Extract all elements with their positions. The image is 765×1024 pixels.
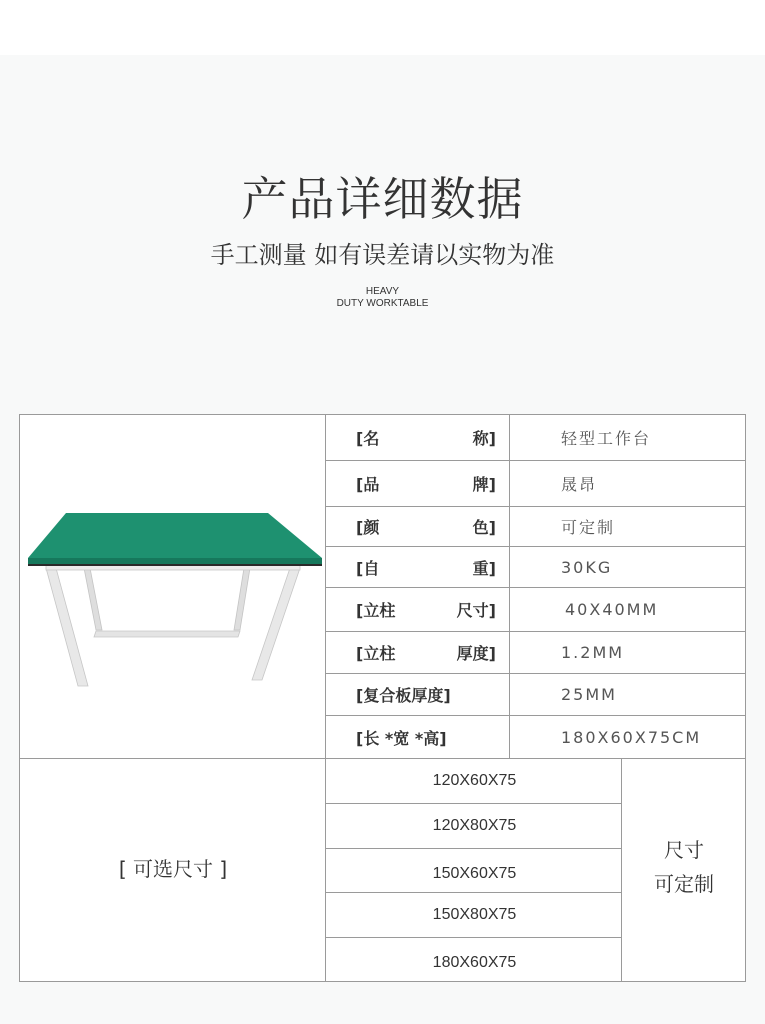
size-option: 150X60X75 — [432, 864, 517, 882]
spec-label-board-thickness — [356, 674, 496, 715]
spec-label-part: [品 — [356, 475, 380, 494]
spec-value-weight: 30KG — [561, 557, 613, 577]
spec-label-part: [立柱 — [356, 601, 396, 620]
english-caption-line2: DUTY WORKTABLE — [336, 298, 429, 309]
size-option: 150X80X75 — [432, 906, 517, 923]
size-option: 180X60X75 — [432, 953, 517, 971]
spec-value-name: 轻型工作台 — [561, 429, 652, 448]
spec-label-part: 尺寸] — [456, 601, 496, 620]
english-caption — [0, 286, 765, 310]
page-title: 产品详细数据 — [241, 172, 524, 226]
spec-label-name — [356, 415, 496, 460]
spec-table — [19, 414, 746, 982]
english-caption-line1: HEAVY — [365, 286, 400, 297]
page-subtitle: 手工测量 如有误差请以实物为准 — [210, 241, 555, 269]
spec-label-brand — [356, 461, 496, 506]
spec-label-part: [立柱 — [356, 644, 396, 663]
size-option: 120X60X75 — [432, 772, 517, 789]
custom-size-line2: 可定制 — [654, 872, 714, 896]
spec-label-dimensions — [356, 716, 496, 758]
spec-value-color: 可定制 — [561, 518, 616, 537]
spec-label-part: 色] — [472, 518, 496, 537]
spec-label-color — [356, 507, 496, 546]
spec-label-part: 重] — [472, 558, 496, 578]
spec-label-column-thickness — [356, 632, 496, 673]
spec-label-part: [自 — [356, 558, 380, 578]
worktable-image — [26, 510, 322, 690]
spec-label-part: 牌] — [472, 475, 496, 494]
spec-value-dimensions: 180X60X75CM — [561, 727, 702, 747]
optional-sizes-label: [ 可选尺寸 ] — [118, 857, 228, 881]
spec-label-part: [复合板厚度] — [356, 686, 451, 705]
spec-label-weight — [356, 547, 496, 587]
spec-value-column-size: 40X40MM — [565, 600, 659, 619]
size-option: 120X80X75 — [432, 817, 517, 834]
spec-label-part: [颜 — [356, 518, 380, 537]
spec-label-part: 称] — [472, 429, 496, 448]
spec-label-column-size — [356, 588, 496, 631]
custom-size-note — [623, 833, 745, 901]
spec-label-part: 厚度] — [456, 644, 496, 663]
spec-value-board-thickness: 25MM — [561, 685, 617, 704]
custom-size-line1: 尺寸 — [664, 838, 704, 862]
spec-label-part: [名 — [356, 429, 380, 448]
spec-value-brand: 晟昂 — [561, 475, 598, 494]
spec-value-column-thickness: 1.2MM — [561, 643, 625, 662]
divider-left — [325, 415, 326, 981]
spec-label-part: [长 *宽 *高] — [356, 728, 447, 748]
